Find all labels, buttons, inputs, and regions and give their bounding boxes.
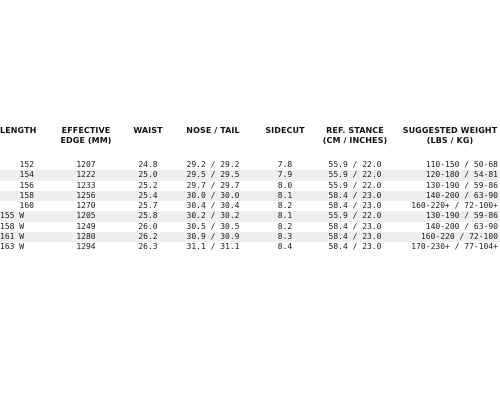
length-value: 161 W xyxy=(0,231,25,241)
cell-waist: 26.3 xyxy=(138,242,158,251)
length-value: 154 xyxy=(19,170,34,180)
length-value: 160 xyxy=(19,201,34,210)
cell-sidecut: 8.4 xyxy=(277,242,293,251)
header-waist: WAIST xyxy=(133,126,163,135)
cell-length xyxy=(0,191,42,201)
cell-sidecut: 8.0 xyxy=(277,180,293,190)
cell-nose-tail: 30.2 / 30.2 xyxy=(166,211,260,221)
length-value: 158 xyxy=(19,190,34,200)
cell-effective-edge: 1294 xyxy=(76,242,96,251)
table-row xyxy=(0,181,500,191)
header-ref-stance: REF. STANCE (CM / INCHES) xyxy=(322,126,388,145)
header-length: LENGTH xyxy=(0,126,37,135)
cell-length xyxy=(0,181,42,191)
length-value: 156 xyxy=(19,180,34,190)
length-value: 163 W xyxy=(0,242,25,251)
cell-ref-stance: 55.9 / 22.0 xyxy=(310,211,400,221)
cell-waist: 26.0 xyxy=(138,221,158,231)
cell-waist: 25.2 xyxy=(138,180,158,190)
cell-nose-tail: 30.4 / 30.4 xyxy=(186,201,240,210)
cell-sidecut: 7.9 xyxy=(260,170,310,180)
header-effective-edge: EFFECTIVE EDGE (MM) xyxy=(60,126,112,145)
length-value: 152 xyxy=(19,160,34,169)
header-sidecut: SIDECUT xyxy=(265,126,305,135)
table-row xyxy=(0,232,500,242)
cell-suggested-weight: 170-230+ / 77-104+ xyxy=(411,242,498,251)
cell-ref-stance: 58.4 / 23.0 xyxy=(310,232,400,242)
table-row xyxy=(0,191,500,201)
cell-nose-tail: 29.7 / 29.7 xyxy=(186,180,240,190)
cell-waist: 25.0 xyxy=(130,170,166,180)
cell-ref-stance: 58.4 / 23.0 xyxy=(310,191,400,201)
cell-length xyxy=(0,160,42,170)
table-row xyxy=(0,211,500,221)
cell-effective-edge: 1207 xyxy=(76,160,96,169)
cell-effective-edge: 1256 xyxy=(42,191,130,201)
cell-ref-stance: 55.9 / 22.0 xyxy=(328,180,382,190)
cell-suggested-weight: 140-200 / 63-90 xyxy=(400,191,500,201)
cell-effective-edge: 1205 xyxy=(42,211,130,221)
cell-nose-tail: 30.5 / 30.5 xyxy=(186,221,240,231)
spec-table-head xyxy=(0,0,500,160)
cell-effective-edge: 1222 xyxy=(42,170,130,180)
cell-suggested-weight: 120-180 / 54-81 xyxy=(400,170,500,180)
cell-nose-tail: 29.5 / 29.5 xyxy=(166,170,260,180)
table-row xyxy=(0,170,500,180)
cell-effective-edge: 1249 xyxy=(76,221,96,231)
cell-nose-tail: 30.9 / 30.9 xyxy=(166,232,260,242)
cell-effective-edge: 1280 xyxy=(42,232,130,242)
cell-waist: 24.8 xyxy=(138,160,158,169)
cell-nose-tail: 29.2 / 29.2 xyxy=(186,160,240,169)
table-row xyxy=(0,222,500,232)
cell-ref-stance: 55.9 / 22.0 xyxy=(310,170,400,180)
cell-suggested-weight: 130-190 / 59-86 xyxy=(425,180,498,190)
cell-sidecut: 8.2 xyxy=(277,201,293,210)
cell-effective-edge: 1270 xyxy=(76,201,96,210)
cell-sidecut: 8.1 xyxy=(260,191,310,201)
cell-waist: 26.2 xyxy=(130,232,166,242)
table-row xyxy=(0,160,500,170)
spec-header-row xyxy=(0,0,500,160)
cell-sidecut: 7.8 xyxy=(277,160,293,169)
cell-nose-tail: 30.0 / 30.0 xyxy=(166,191,260,201)
cell-waist: 25.8 xyxy=(130,211,166,221)
cell-length xyxy=(0,222,42,232)
cell-sidecut: 8.1 xyxy=(260,211,310,221)
table-row xyxy=(0,201,500,211)
header-nose-tail: NOSE / TAIL xyxy=(186,126,240,135)
length-value: 158 W xyxy=(0,221,25,231)
cell-waist: 25.4 xyxy=(130,191,166,201)
cell-length xyxy=(0,232,42,242)
cell-suggested-weight: 110-150 / 50-68 xyxy=(425,160,498,169)
cell-ref-stance: 58.4 / 23.0 xyxy=(328,201,382,210)
cell-ref-stance: 58.4 / 23.0 xyxy=(328,242,382,251)
cell-suggested-weight: 160-220+ / 72-100+ xyxy=(411,201,498,210)
cell-suggested-weight: 160-220 / 72-100 xyxy=(400,232,500,242)
header-suggested-weight: SUGGESTED WEIGHT (LBS / KG) xyxy=(402,126,498,145)
cell-suggested-weight: 140-200 / 63-90 xyxy=(425,221,498,231)
cell-length xyxy=(0,201,42,211)
cell-ref-stance: 55.9 / 22.0 xyxy=(328,160,382,169)
cell-waist: 25.7 xyxy=(138,201,158,210)
cell-length xyxy=(0,211,42,221)
cell-effective-edge: 1233 xyxy=(76,180,96,190)
cell-length xyxy=(0,242,42,252)
cell-sidecut: 8.2 xyxy=(277,221,293,231)
cell-ref-stance: 58.4 / 23.0 xyxy=(328,221,382,231)
spec-table-body xyxy=(0,160,500,252)
cell-nose-tail: 31.1 / 31.1 xyxy=(186,242,240,251)
cell-sidecut: 8.3 xyxy=(260,232,310,242)
table-row xyxy=(0,242,500,252)
length-value: 155 W xyxy=(0,211,25,221)
cell-length xyxy=(0,170,42,180)
cell-suggested-weight: 130-190 / 59-86 xyxy=(400,211,500,221)
